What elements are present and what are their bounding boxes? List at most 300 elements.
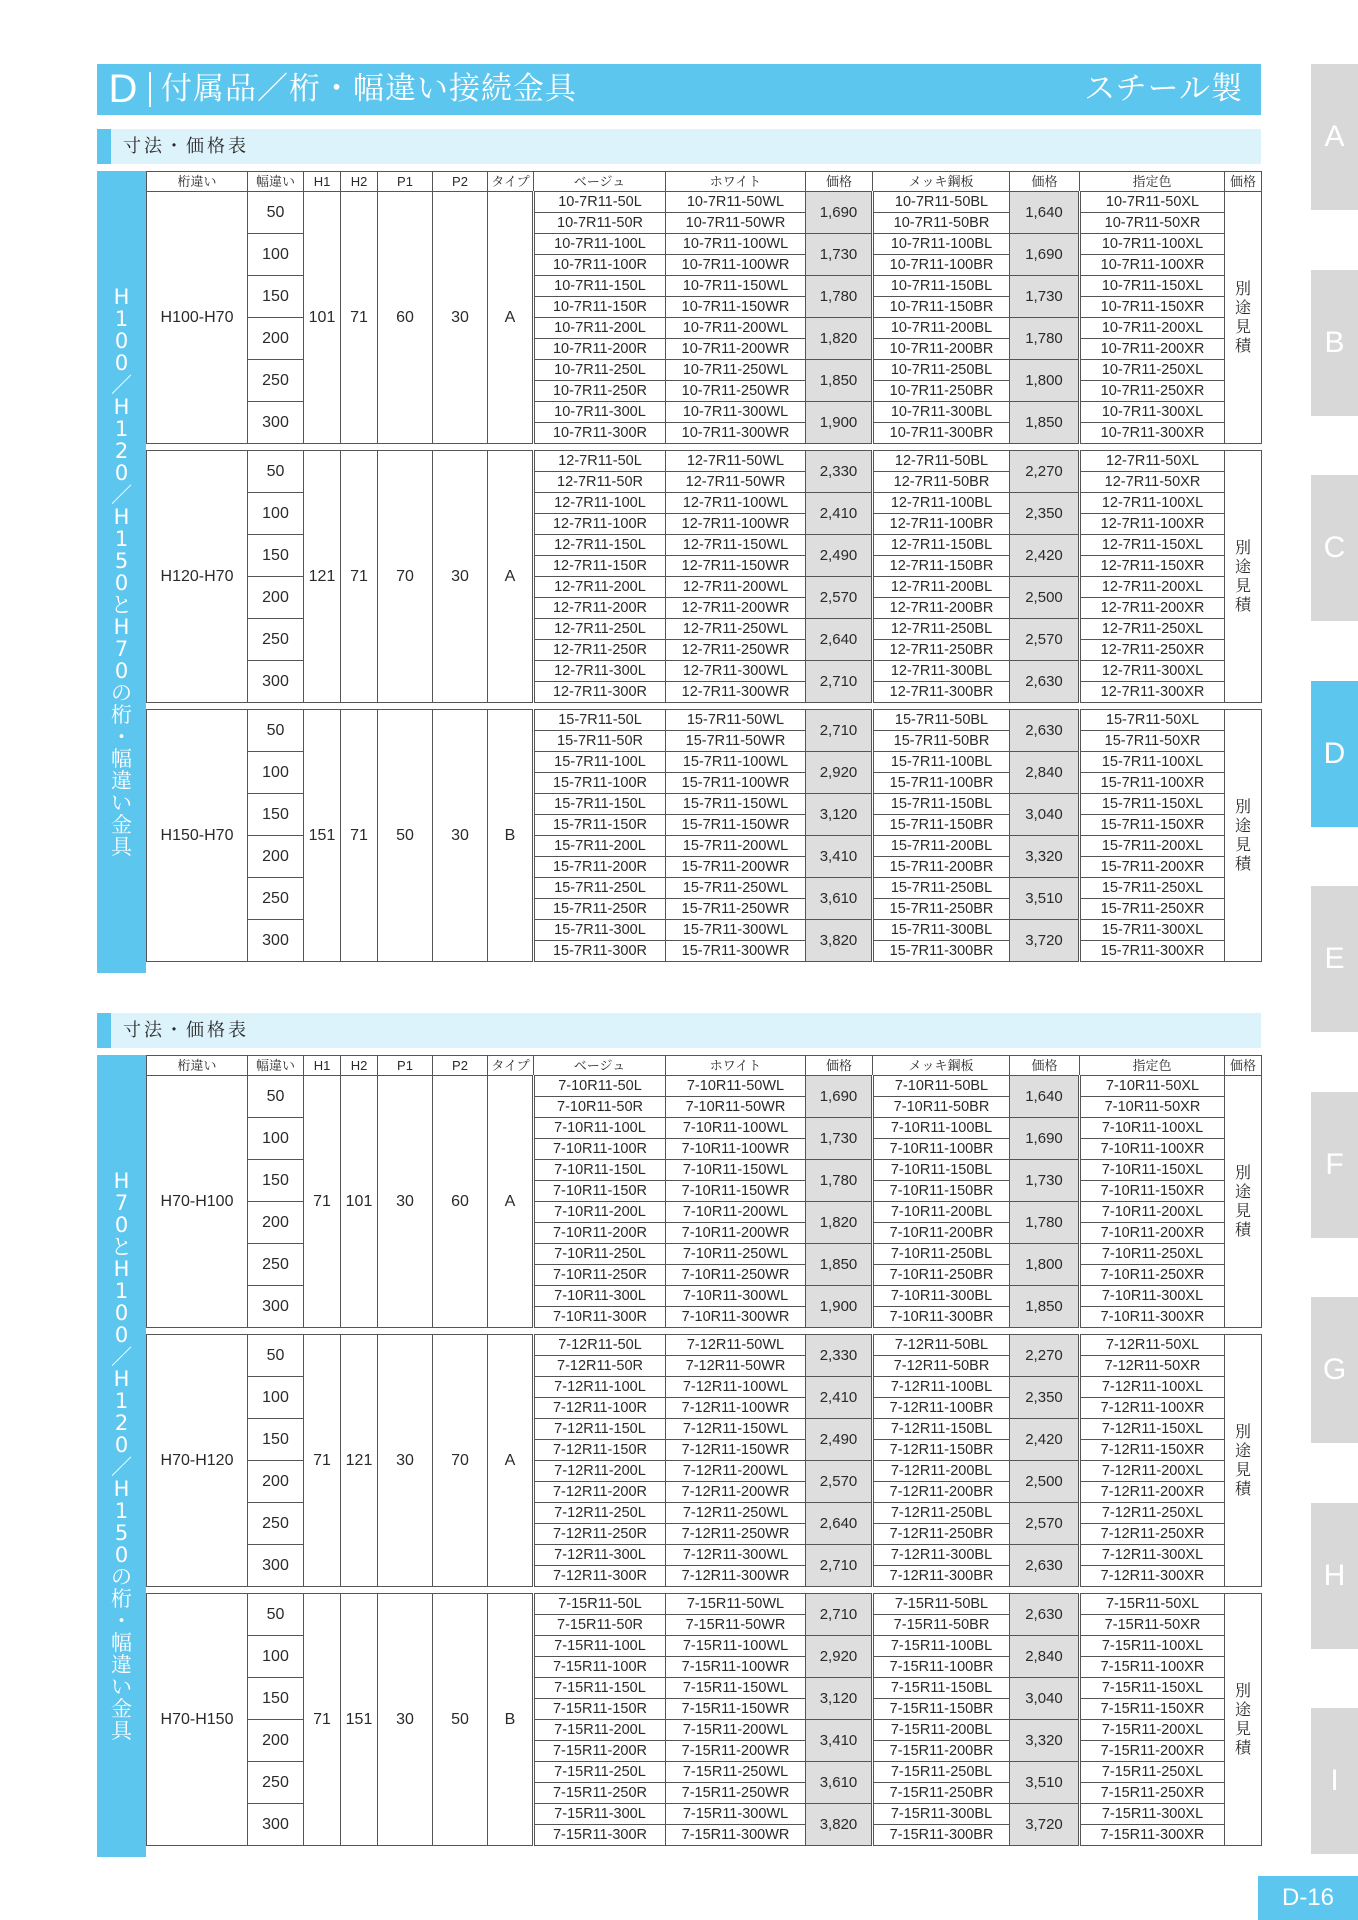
- price-cell: 2,920: [806, 1636, 873, 1678]
- column-header: P2: [433, 1056, 488, 1076]
- white-code: 15-7R11-300WR: [666, 941, 806, 962]
- plated-code: 12-7R11-150BL: [873, 535, 1010, 556]
- p2-value: 30: [433, 710, 488, 962]
- width-value: 150: [248, 1419, 304, 1461]
- plated-code: 7-15R11-300BR: [873, 1825, 1010, 1846]
- custom-color-code: 10-7R11-50XR: [1080, 213, 1225, 234]
- group-name: H100-H70: [147, 192, 248, 444]
- width-value: 100: [248, 234, 304, 276]
- plated-price-cell: 1,640: [1010, 192, 1080, 234]
- white-code: 7-10R11-200WR: [666, 1223, 806, 1244]
- beige-code: 7-15R11-200R: [534, 1741, 666, 1762]
- chapter-tab-e[interactable]: E: [1311, 886, 1358, 1032]
- price-cell: 2,330: [806, 451, 873, 493]
- white-code: 7-12R11-250WL: [666, 1503, 806, 1524]
- white-code: 7-10R11-100WL: [666, 1118, 806, 1139]
- width-value: 50: [248, 710, 304, 752]
- table-row: [147, 1594, 1262, 1615]
- price-cell: 2,570: [806, 577, 873, 619]
- side-label-char: 7: [114, 1191, 129, 1215]
- white-code: 7-15R11-300WR: [666, 1825, 806, 1846]
- plated-code: 7-10R11-150BL: [873, 1160, 1010, 1181]
- side-label-char: 5: [114, 1521, 129, 1545]
- plated-code: 7-10R11-100BR: [873, 1139, 1010, 1160]
- beige-code: 7-12R11-50L: [534, 1335, 666, 1356]
- white-code: 7-15R11-250WL: [666, 1762, 806, 1783]
- white-code: 10-7R11-300WL: [666, 402, 806, 423]
- custom-color-code: 7-15R11-100XR: [1080, 1657, 1225, 1678]
- plated-code: 7-10R11-300BL: [873, 1286, 1010, 1307]
- custom-color-code: 15-7R11-100XL: [1080, 752, 1225, 773]
- white-code: 7-12R11-150WL: [666, 1419, 806, 1440]
- plated-code: 7-15R11-150BR: [873, 1699, 1010, 1720]
- beige-code: 12-7R11-100L: [534, 493, 666, 514]
- price-cell: 2,410: [806, 1377, 873, 1419]
- custom-color-code: 10-7R11-300XR: [1080, 423, 1225, 444]
- p1-value: 50: [378, 710, 433, 962]
- plated-code: 7-12R11-250BL: [873, 1503, 1010, 1524]
- plated-code: 7-12R11-50BR: [873, 1356, 1010, 1377]
- custom-color-code: 7-10R11-100XL: [1080, 1118, 1225, 1139]
- column-header: 桁違い: [147, 1056, 248, 1076]
- chapter-tab-g[interactable]: G: [1311, 1297, 1358, 1443]
- white-code: 12-7R11-150WL: [666, 535, 806, 556]
- side-label-char: ・: [111, 725, 132, 749]
- custom-price-note: 別 途 見 積: [1225, 1076, 1262, 1328]
- white-code: 7-12R11-100WL: [666, 1377, 806, 1398]
- plated-code: 7-12R11-200BR: [873, 1482, 1010, 1503]
- price-cell: 1,850: [806, 360, 873, 402]
- plated-price-cell: 2,630: [1010, 710, 1080, 752]
- side-label-char: の: [111, 1565, 132, 1589]
- price-cell: 2,710: [806, 1594, 873, 1636]
- price-cell: 1,900: [806, 1286, 873, 1328]
- custom-color-code: 7-10R11-200XR: [1080, 1223, 1225, 1244]
- beige-code: 7-15R11-100L: [534, 1636, 666, 1657]
- width-value: 50: [248, 1594, 304, 1636]
- custom-color-code: 12-7R11-50XL: [1080, 451, 1225, 472]
- custom-color-code: 7-10R11-300XL: [1080, 1286, 1225, 1307]
- white-code: 7-15R11-50WR: [666, 1615, 806, 1636]
- plated-code: 7-15R11-50BL: [873, 1594, 1010, 1615]
- beige-code: 15-7R11-50R: [534, 731, 666, 752]
- type-value: A: [488, 1335, 534, 1587]
- column-header: 指定色: [1080, 1056, 1225, 1076]
- header-row: [147, 172, 1262, 192]
- side-label-char: 1: [114, 307, 129, 331]
- group-name: H70-H120: [147, 1335, 248, 1587]
- plated-code: 15-7R11-50BL: [873, 710, 1010, 731]
- side-label-char: の: [111, 681, 132, 705]
- custom-color-code: 15-7R11-250XL: [1080, 878, 1225, 899]
- width-value: 50: [248, 451, 304, 493]
- section-heading-text: 寸法・価格表: [123, 1020, 249, 1041]
- h2-value: 71: [341, 710, 378, 962]
- side-label-char: 具: [111, 1719, 132, 1743]
- side-label-char: 7: [114, 637, 129, 661]
- side-label-char: ／: [111, 373, 132, 397]
- custom-color-code: 15-7R11-300XR: [1080, 941, 1225, 962]
- beige-code: 7-10R11-150R: [534, 1181, 666, 1202]
- plated-code: 10-7R11-100BL: [873, 234, 1010, 255]
- custom-color-code: 10-7R11-50XL: [1080, 192, 1225, 213]
- custom-color-code: 7-10R11-200XL: [1080, 1202, 1225, 1223]
- price-cell: 3,610: [806, 878, 873, 920]
- side-label-char: ／: [111, 483, 132, 507]
- white-code: 12-7R11-50WR: [666, 472, 806, 493]
- side-label-char: 0: [114, 659, 129, 683]
- column-header: 指定色: [1080, 172, 1225, 192]
- width-value: 250: [248, 1762, 304, 1804]
- plated-price-cell: 1,730: [1010, 276, 1080, 318]
- white-code: 7-15R11-200WL: [666, 1720, 806, 1741]
- price-cell: 1,850: [806, 1244, 873, 1286]
- width-value: 100: [248, 1377, 304, 1419]
- custom-color-code: 15-7R11-300XL: [1080, 920, 1225, 941]
- column-header: P2: [433, 172, 488, 192]
- white-code: 12-7R11-100WR: [666, 514, 806, 535]
- custom-color-code: 7-10R11-100XR: [1080, 1139, 1225, 1160]
- plated-code: 7-12R11-100BR: [873, 1398, 1010, 1419]
- price-cell: 3,820: [806, 1804, 873, 1846]
- plated-code: 15-7R11-150BL: [873, 794, 1010, 815]
- beige-code: 7-15R11-150L: [534, 1678, 666, 1699]
- white-code: 12-7R11-250WL: [666, 619, 806, 640]
- custom-color-code: 12-7R11-200XR: [1080, 598, 1225, 619]
- plated-price-cell: 1,730: [1010, 1160, 1080, 1202]
- side-label-char: 0: [114, 351, 129, 375]
- price-cell: 3,120: [806, 794, 873, 836]
- beige-code: 7-10R11-50L: [534, 1076, 666, 1097]
- plated-code: 15-7R11-300BL: [873, 920, 1010, 941]
- plated-code: 7-15R11-100BR: [873, 1657, 1010, 1678]
- column-header: 価格: [806, 1056, 873, 1076]
- white-code: 15-7R11-100WR: [666, 773, 806, 794]
- beige-code: 12-7R11-200R: [534, 598, 666, 619]
- beige-code: 7-12R11-250R: [534, 1524, 666, 1545]
- plated-code: 7-12R11-150BL: [873, 1419, 1010, 1440]
- price-cell: 2,570: [806, 1461, 873, 1503]
- side-label-char: H: [113, 1257, 130, 1281]
- plated-code: 10-7R11-200BR: [873, 339, 1010, 360]
- p2-value: 60: [433, 1076, 488, 1328]
- custom-color-code: 12-7R11-150XL: [1080, 535, 1225, 556]
- plated-code: 10-7R11-50BL: [873, 192, 1010, 213]
- group-name: H70-H150: [147, 1594, 248, 1846]
- plated-code: 7-15R11-250BL: [873, 1762, 1010, 1783]
- column-header: 価格: [1010, 172, 1080, 192]
- plated-price-cell: 1,800: [1010, 360, 1080, 402]
- chapter-tab-f[interactable]: F: [1311, 1092, 1358, 1238]
- custom-color-code: 15-7R11-150XR: [1080, 815, 1225, 836]
- beige-code: 7-12R11-200L: [534, 1461, 666, 1482]
- white-code: 15-7R11-50WR: [666, 731, 806, 752]
- price-cell: 2,640: [806, 619, 873, 661]
- side-label-1: [97, 171, 146, 973]
- white-code: 10-7R11-200WL: [666, 318, 806, 339]
- plated-price-cell: 2,840: [1010, 1636, 1080, 1678]
- column-header: H1: [304, 1056, 341, 1076]
- side-label-char: H: [113, 395, 130, 419]
- h1-value: 121: [304, 451, 341, 703]
- price-cell: 2,330: [806, 1335, 873, 1377]
- beige-code: 12-7R11-100R: [534, 514, 666, 535]
- plated-code: 15-7R11-250BR: [873, 899, 1010, 920]
- plated-code: 7-10R11-50BR: [873, 1097, 1010, 1118]
- custom-color-code: 10-7R11-100XL: [1080, 234, 1225, 255]
- white-code: 7-15R11-100WR: [666, 1657, 806, 1678]
- width-value: 150: [248, 276, 304, 318]
- width-value: 300: [248, 402, 304, 444]
- white-code: 7-15R11-50WL: [666, 1594, 806, 1615]
- side-label-char: 1: [114, 527, 129, 551]
- h2-value: 101: [341, 1076, 378, 1328]
- price-cell: 2,410: [806, 493, 873, 535]
- custom-color-code: 10-7R11-300XL: [1080, 402, 1225, 423]
- plated-code: 12-7R11-150BR: [873, 556, 1010, 577]
- price-cell: 2,710: [806, 661, 873, 703]
- type-value: A: [488, 1076, 534, 1328]
- white-code: 10-7R11-300WR: [666, 423, 806, 444]
- plated-price-cell: 2,270: [1010, 451, 1080, 493]
- custom-color-code: 7-15R11-250XR: [1080, 1783, 1225, 1804]
- side-label-char: H: [113, 1367, 130, 1391]
- white-code: 10-7R11-250WL: [666, 360, 806, 381]
- width-value: 250: [248, 878, 304, 920]
- plated-price-cell: 2,420: [1010, 535, 1080, 577]
- section-letter: D: [108, 67, 138, 111]
- table-row: [147, 1076, 1262, 1097]
- chapter-tab-b[interactable]: B: [1311, 270, 1358, 416]
- price-cell: 1,900: [806, 402, 873, 444]
- beige-code: 10-7R11-100L: [534, 234, 666, 255]
- beige-code: 15-7R11-200R: [534, 857, 666, 878]
- beige-code: 10-7R11-200R: [534, 339, 666, 360]
- beige-code: 7-12R11-100L: [534, 1377, 666, 1398]
- custom-price-note: 別 途 見 積: [1225, 710, 1262, 962]
- column-header: H1: [304, 172, 341, 192]
- p1-value: 30: [378, 1335, 433, 1587]
- custom-color-code: 15-7R11-200XL: [1080, 836, 1225, 857]
- plated-price-cell: 3,040: [1010, 794, 1080, 836]
- custom-color-code: 7-12R11-300XL: [1080, 1545, 1225, 1566]
- plated-code: 7-10R11-250BL: [873, 1244, 1010, 1265]
- custom-color-code: 12-7R11-150XR: [1080, 556, 1225, 577]
- white-code: 15-7R11-200WR: [666, 857, 806, 878]
- custom-color-code: 7-12R11-100XR: [1080, 1398, 1225, 1419]
- width-value: 200: [248, 577, 304, 619]
- plated-code: 7-15R11-200BR: [873, 1741, 1010, 1762]
- custom-price-note: 別 途 見 積: [1225, 1335, 1262, 1587]
- custom-color-code: 7-12R11-300XR: [1080, 1566, 1225, 1587]
- h2-value: 121: [341, 1335, 378, 1587]
- beige-code: 12-7R11-200L: [534, 577, 666, 598]
- white-code: 7-15R11-100WL: [666, 1636, 806, 1657]
- custom-price-note: 別 途 見 積: [1225, 1594, 1262, 1846]
- custom-color-code: 7-12R11-100XL: [1080, 1377, 1225, 1398]
- chapter-tab-d[interactable]: D: [1311, 681, 1358, 827]
- section-heading-text: 寸法・価格表: [123, 136, 249, 157]
- side-label-char: H: [113, 505, 130, 529]
- custom-color-code: 15-7R11-200XR: [1080, 857, 1225, 878]
- white-code: 15-7R11-50WL: [666, 710, 806, 731]
- custom-color-code: 10-7R11-100XR: [1080, 255, 1225, 276]
- group-separator: [147, 1328, 1262, 1335]
- plated-price-cell: 3,320: [1010, 836, 1080, 878]
- beige-code: 10-7R11-50R: [534, 213, 666, 234]
- type-value: A: [488, 192, 534, 444]
- custom-color-code: 15-7R11-50XL: [1080, 710, 1225, 731]
- heading-bar: [97, 129, 111, 164]
- plated-code: 10-7R11-150BL: [873, 276, 1010, 297]
- width-value: 300: [248, 661, 304, 703]
- p2-value: 30: [433, 451, 488, 703]
- group-separator: [147, 703, 1262, 710]
- width-value: 250: [248, 619, 304, 661]
- plated-code: 7-12R11-300BR: [873, 1566, 1010, 1587]
- custom-color-code: 7-12R11-50XR: [1080, 1356, 1225, 1377]
- beige-code: 12-7R11-150R: [534, 556, 666, 577]
- plated-code: 15-7R11-100BL: [873, 752, 1010, 773]
- chapter-tab-h[interactable]: H: [1311, 1503, 1358, 1649]
- custom-color-code: 7-15R11-150XR: [1080, 1699, 1225, 1720]
- beige-code: 12-7R11-50L: [534, 451, 666, 472]
- white-code: 15-7R11-250WR: [666, 899, 806, 920]
- custom-color-code: 7-12R11-250XL: [1080, 1503, 1225, 1524]
- custom-price-note: 別 途 見 積: [1225, 451, 1262, 703]
- custom-color-code: 12-7R11-300XL: [1080, 661, 1225, 682]
- white-code: 15-7R11-250WL: [666, 878, 806, 899]
- beige-code: 10-7R11-50L: [534, 192, 666, 213]
- custom-color-code: 10-7R11-250XL: [1080, 360, 1225, 381]
- table-row: [147, 451, 1262, 472]
- beige-code: 7-12R11-150L: [534, 1419, 666, 1440]
- beige-code: 7-15R11-250R: [534, 1783, 666, 1804]
- beige-code: 10-7R11-150L: [534, 276, 666, 297]
- side-label-char: 金: [111, 1697, 132, 1721]
- side-label-2: [97, 1055, 146, 1857]
- plated-code: 12-7R11-250BR: [873, 640, 1010, 661]
- plated-price-cell: 2,350: [1010, 493, 1080, 535]
- plated-code: 7-12R11-50BL: [873, 1335, 1010, 1356]
- plated-code: 10-7R11-300BR: [873, 423, 1010, 444]
- custom-color-code: 7-10R11-250XL: [1080, 1244, 1225, 1265]
- white-code: 7-10R11-250WL: [666, 1244, 806, 1265]
- price-cell: 3,120: [806, 1678, 873, 1720]
- column-header: タイプ: [488, 172, 534, 192]
- plated-code: 10-7R11-150BR: [873, 297, 1010, 318]
- white-code: 7-12R11-300WR: [666, 1566, 806, 1587]
- white-code: 7-12R11-50WL: [666, 1335, 806, 1356]
- custom-price-note: 別 途 見 積: [1225, 192, 1262, 444]
- p1-value: 30: [378, 1594, 433, 1846]
- h1-value: 101: [304, 192, 341, 444]
- plated-code: 15-7R11-300BR: [873, 941, 1010, 962]
- plated-code: 12-7R11-50BL: [873, 451, 1010, 472]
- price-cell: 1,780: [806, 1160, 873, 1202]
- plated-code: 7-10R11-200BL: [873, 1202, 1010, 1223]
- beige-code: 7-12R11-100R: [534, 1398, 666, 1419]
- price-cell: 3,410: [806, 1720, 873, 1762]
- plated-code: 7-10R11-100BL: [873, 1118, 1010, 1139]
- column-header: P1: [378, 172, 433, 192]
- plated-price-cell: 1,850: [1010, 1286, 1080, 1328]
- table-row: [147, 1335, 1262, 1356]
- plated-price-cell: 1,640: [1010, 1076, 1080, 1118]
- width-value: 250: [248, 1503, 304, 1545]
- chapter-tab-a[interactable]: A: [1311, 64, 1358, 210]
- chapter-tab-i[interactable]: I: [1311, 1708, 1358, 1854]
- beige-code: 7-10R11-200R: [534, 1223, 666, 1244]
- white-code: 7-10R11-300WL: [666, 1286, 806, 1307]
- plated-code: 12-7R11-50BR: [873, 472, 1010, 493]
- plated-price-cell: 2,570: [1010, 619, 1080, 661]
- price-cell: 2,490: [806, 535, 873, 577]
- column-header: ホワイト: [666, 1056, 806, 1076]
- column-header: 価格: [806, 172, 873, 192]
- plated-code: 7-12R11-100BL: [873, 1377, 1010, 1398]
- white-code: 15-7R11-300WL: [666, 920, 806, 941]
- beige-code: 15-7R11-250R: [534, 899, 666, 920]
- side-label-char: ／: [111, 1345, 132, 1369]
- h2-value: 71: [341, 192, 378, 444]
- type-value: B: [488, 710, 534, 962]
- custom-color-code: 7-12R11-200XL: [1080, 1461, 1225, 1482]
- beige-code: 7-15R11-300L: [534, 1804, 666, 1825]
- custom-color-code: 12-7R11-50XR: [1080, 472, 1225, 493]
- beige-code: 10-7R11-250R: [534, 381, 666, 402]
- side-label-char: H: [113, 1477, 130, 1501]
- custom-color-code: 10-7R11-250XR: [1080, 381, 1225, 402]
- white-code: 10-7R11-150WL: [666, 276, 806, 297]
- white-code: 12-7R11-150WR: [666, 556, 806, 577]
- beige-code: 7-10R11-250R: [534, 1265, 666, 1286]
- h1-value: 71: [304, 1594, 341, 1846]
- white-code: 7-15R11-200WR: [666, 1741, 806, 1762]
- p1-value: 70: [378, 451, 433, 703]
- beige-code: 7-10R11-150L: [534, 1160, 666, 1181]
- width-value: 200: [248, 1720, 304, 1762]
- white-code: 7-12R11-50WR: [666, 1356, 806, 1377]
- plated-code: 15-7R11-100BR: [873, 773, 1010, 794]
- beige-code: 15-7R11-100L: [534, 752, 666, 773]
- beige-code: 7-10R11-300L: [534, 1286, 666, 1307]
- width-value: 150: [248, 794, 304, 836]
- custom-color-code: 7-12R11-50XL: [1080, 1335, 1225, 1356]
- price-cell: 2,710: [806, 1545, 873, 1587]
- type-value: A: [488, 451, 534, 703]
- side-label-char: 0: [114, 1323, 129, 1347]
- white-code: 7-10R11-50WL: [666, 1076, 806, 1097]
- width-value: 100: [248, 752, 304, 794]
- custom-color-code: 15-7R11-250XR: [1080, 899, 1225, 920]
- header-row: [147, 1056, 1262, 1076]
- plated-price-cell: 3,720: [1010, 1804, 1080, 1846]
- width-value: 100: [248, 1636, 304, 1678]
- custom-color-code: 12-7R11-200XL: [1080, 577, 1225, 598]
- type-value: B: [488, 1594, 534, 1846]
- chapter-tab-c[interactable]: C: [1311, 475, 1358, 621]
- beige-code: 7-10R11-50R: [534, 1097, 666, 1118]
- plated-price-cell: 3,510: [1010, 1762, 1080, 1804]
- width-value: 150: [248, 535, 304, 577]
- custom-color-code: 7-15R11-100XL: [1080, 1636, 1225, 1657]
- white-code: 10-7R11-150WR: [666, 297, 806, 318]
- beige-code: 10-7R11-200L: [534, 318, 666, 339]
- beige-code: 15-7R11-300R: [534, 941, 666, 962]
- group-separator: [147, 444, 1262, 451]
- width-value: 50: [248, 192, 304, 234]
